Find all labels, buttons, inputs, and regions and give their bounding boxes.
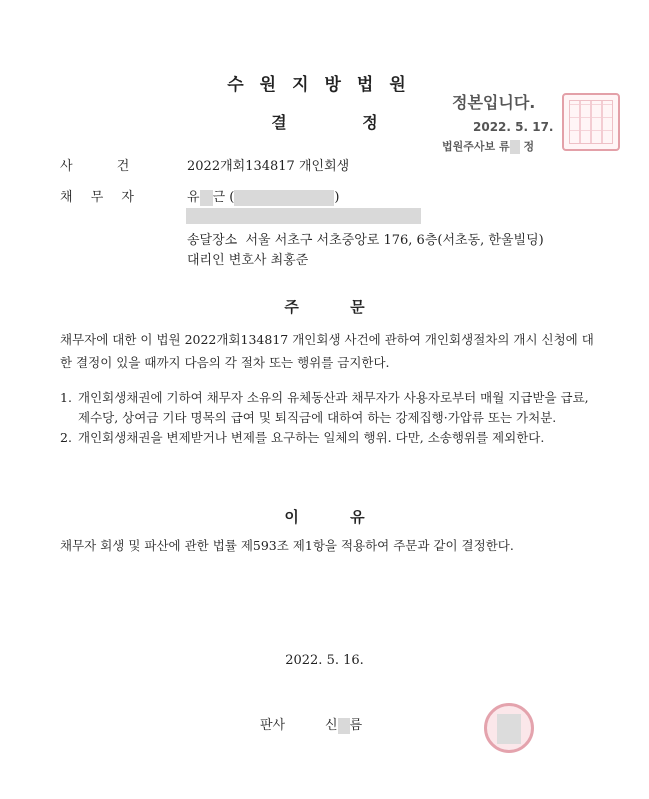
order-items (60, 388, 600, 448)
list-item: 2. 개인회생채권을 변제받거나 변제를 요구하는 일체의 행위. 다만, 소송행위를 제외한다. (60, 430, 545, 445)
debtor-name-last: 근 ( (212, 190, 235, 205)
case-label: 사 건 (60, 159, 130, 174)
delivery-label: 송달장소 (187, 233, 238, 248)
redaction-box (200, 190, 213, 206)
case-value: 2022개회134817 개인회생 (187, 159, 350, 174)
redaction-box (234, 190, 334, 206)
judge-name-first: 신 (325, 718, 338, 733)
clerk-name-suffix: 정 (523, 140, 535, 153)
redacted-address (186, 208, 421, 224)
delivery-address-row (187, 229, 544, 248)
certification-clerk (442, 138, 534, 154)
judge-seal (484, 703, 534, 753)
reason-heading: 이 유 (284, 508, 365, 526)
court-name: 수원지방법원 (227, 75, 422, 95)
court-seal (562, 93, 620, 151)
debtor-label: 채 무 자 (60, 190, 134, 205)
certification-date: 2022. 5. 17. (473, 120, 554, 134)
order-intro: 채무자에 대한 이 법원 2022개회134817 개인회생 사건에 관하여 개인회생절차의 개시 신청에 대한 결정이 있을 때까지 다음의 각 절차 또는 행위를 금지한다. (60, 332, 594, 370)
order-heading: 주 문 (284, 298, 365, 316)
reason-text: 채무자 회생 및 파산에 관한 법률 제593조 제1항을 적용하여 주문과 같이 결정한다. (60, 538, 514, 553)
delivery-address: 서울 서초구 서초중앙로 176, 6층(서초동, 한울빌딩) (245, 233, 544, 248)
redaction-box (510, 140, 520, 154)
document-type: 결 정 (271, 113, 378, 132)
certification-stamp-text: 정본입니다. (452, 93, 536, 112)
attorney: 대리인 변호사 최홍준 (187, 253, 309, 268)
judge-name (325, 714, 362, 734)
redaction-box (338, 718, 350, 734)
judge-name-last: 름 (349, 718, 363, 733)
decision-date: 2022. 5. 16. (285, 653, 364, 668)
clerk-name-prefix: 법원주사보 류 (442, 140, 510, 153)
debtor-name (187, 186, 339, 206)
list-item: 1. 개인회생채권에 기하여 채무자 소유의 유체동산과 채무자가 사용자로부터 매월 지급받을 급료, 제수당, 상여금 기타 명목의 급여 및 퇴직금에 대하여 하는 강제집행·가압류 또는 가처분. (60, 390, 589, 425)
debtor-name-first: 유 (187, 190, 200, 205)
judge-title: 판사 (260, 718, 286, 733)
debtor-paren-close: ) (334, 190, 340, 205)
